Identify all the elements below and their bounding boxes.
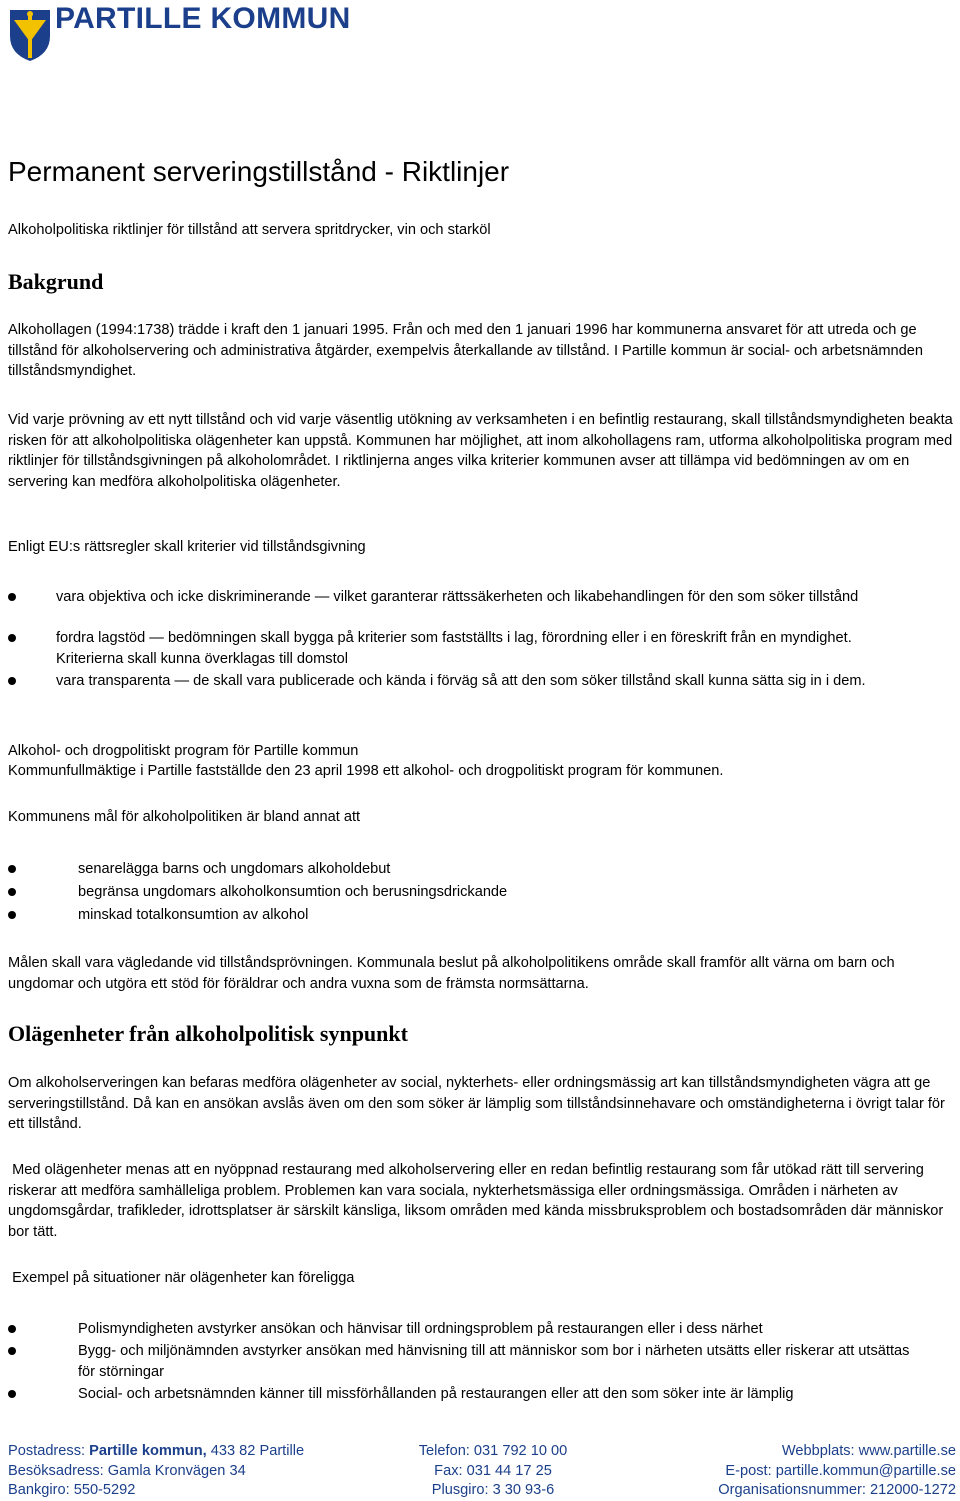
examples-list — [8, 1319, 928, 1405]
paragraph-program-adopted: Kommunfullmäktige i Partille fastställde den 23 april 1998 ett alkohol- och drogpolitiskt program för kommunen. — [8, 763, 724, 779]
bullet-icon — [8, 865, 16, 873]
list-item: Polismyndigheten avstyrker ansökan och hänvisar till ordningsproblem på restaurangen eller i dess närhet — [8, 1319, 928, 1341]
paragraph-goals-intro: Kommunens mål för alkoholpolitiken är bland annat att — [8, 809, 361, 825]
footer-postal-address: Postadress: Partille kommun, 433 82 Partille — [8, 1443, 305, 1459]
goals-list — [8, 859, 908, 926]
bullet-icon — [8, 1347, 16, 1355]
list-item: Bygg- och miljönämnden avstyrker ansökan med hänvisning till att människor som bor i närheten utsätts eller riskerar att utsättas för störningar — [8, 1341, 928, 1384]
org-name-logo-text: PARTILLE KOMMUN — [55, 2, 351, 35]
page-title: Permanent serveringstillstånd - Riktlinjer — [8, 156, 510, 187]
paragraph-eu-rules: Enligt EU:s rättsregler skall kriterier vid tillståndsgivning — [8, 539, 366, 555]
paragraph-background: Alkohollagen (1994:1738) trädde i kraft den 1 januari 1995. Från och med den 1 januari 1996 har kommunerna ansvaret för att utreda och ge tillstånd för alkoholservering och administrativa åtgärder, exempelvis återkallande av tillstånd. I Partille kommun är social- och arbetsnämnden tillståndsmyndighet. — [8, 322, 923, 379]
footer-fax: Fax: 031 44 17 25 — [434, 1462, 552, 1479]
footer-phone: Telefon: 031 792 10 00 — [418, 1443, 568, 1459]
paragraph-disturbance: Med olägenheter menas att en nyöppnad restaurang med alkoholservering eller en redan befintlig restaurang som får utökad rätt till servering riskerar att medföra samhälleliga problem. Problemen kan vara sociala, nykterhetsmässiga eller ordningsmässiga. Områden i närheten av ungdomsgårdar, trafikleder, idrottsplatser är särskilt känsliga, liksom områden med kända missbruksproblem och bostadsområden där människor bor tätt. — [8, 1162, 948, 1240]
list-item: vara transparenta — de skall vara publicerade och kända i förväg så att den som söker tillstånd skall kunna sätta sig in i dem. — [8, 671, 918, 692]
paragraph-examples-intro: Exempel på situationer när olägenheter kan föreligga — [8, 1270, 355, 1286]
footer-bankgiro: Bankgiro: 550-5292 — [8, 1482, 136, 1498]
footer-website: Webbplats: www.partille.se — [781, 1443, 956, 1459]
page-footer — [8, 1442, 956, 1501]
footer-email: E-post: partille.kommun@partille.se — [725, 1462, 956, 1479]
subtitle: Alkoholpolitiska riktlinjer för tillstånd att servera spritdrycker, vin och starköl — [8, 222, 491, 238]
footer-visit-address: Besöksadress: Gamla Kronvägen 34 — [8, 1462, 246, 1479]
section-heading-bakgrund: Bakgrund — [8, 269, 104, 294]
bullet-icon — [8, 911, 16, 919]
list-item: Social- och arbetsnämnden känner till missförhållanden på restaurangen eller att den som söker inte är lämplig — [8, 1384, 928, 1405]
paragraph-refusal: Om alkoholserveringen kan befaras medföra olägenheter av social, nykterhets- eller ordningsmässig art kan tillståndsmyndigheten vägra att ge serveringstillstånd. Då kan en ansökan avslås även om den som söker är lämplig som tillståndsinnehavare och omständigheterna i övrigt talar för ett tillstånd. — [8, 1075, 945, 1132]
footer-org-number: Organisationsnummer: 212000-1272 — [718, 1482, 956, 1498]
section-heading-olagenheter: Olägenheter från alkoholpolitisk synpunkt — [8, 1021, 408, 1046]
bullet-icon — [8, 593, 16, 601]
paragraph-guiding-goals: Målen skall vara vägledande vid tillståndsprövningen. Kommunala beslut på alkoholpolitikens område skall framför allt värna om barn och ungdomar och utgöra ett stöd för föräldrar och andra vuxna som de främsta normsättarna. — [8, 955, 895, 992]
list-item: vara objektiva och icke diskriminerande — vilket garanterar rättssäkerheten och likabehandlingen för den som söker tillstånd — [8, 587, 918, 628]
footer-plusgiro: Plusgiro: 3 30 93-6 — [431, 1482, 555, 1498]
bullet-icon — [8, 677, 16, 685]
list-item: begränsa ungdomars alkoholkonsumtion och berusningsdrickande — [8, 882, 908, 905]
bullet-icon — [8, 634, 16, 642]
list-item: minskad totalkonsumtion av alkohol — [8, 905, 908, 926]
municipal-crest-logo — [8, 4, 52, 62]
paragraph-program-title: Alkohol- och drogpolitiskt program för Partille kommun — [8, 743, 359, 759]
paragraph-assessment: Vid varje prövning av ett nytt tillstånd och vid varje väsentlig utökning av verksamheten i en befintlig restaurang, skall tillståndsmyndigheten beakta risken för att alkoholpolitiska olägenheter kan uppstå. Kommunen har möjlighet, att inom alkohollagens ram, utforma alkoholpolitiska program med riktlinjer för tillståndsgivningen på alkoholområdet. I riktlinjerna anges vilka kriterier kommunen avser att tillämpa vid bedömningen av om en servering kan medföra alkoholpolitiska olägenheter. — [8, 412, 953, 490]
eu-criteria-list — [8, 587, 918, 692]
bullet-icon — [8, 888, 16, 896]
bullet-icon — [8, 1390, 16, 1398]
list-item: fordra lagstöd — bedömningen skall bygga på kriterier som fastställts i lag, förordning eller i en föreskrift från en myndighet. Kriterierna skall kunna överklagas till domstol — [8, 628, 918, 671]
list-item: senarelägga barns och ungdomars alkoholdebut — [8, 859, 908, 882]
bullet-icon — [8, 1325, 16, 1333]
